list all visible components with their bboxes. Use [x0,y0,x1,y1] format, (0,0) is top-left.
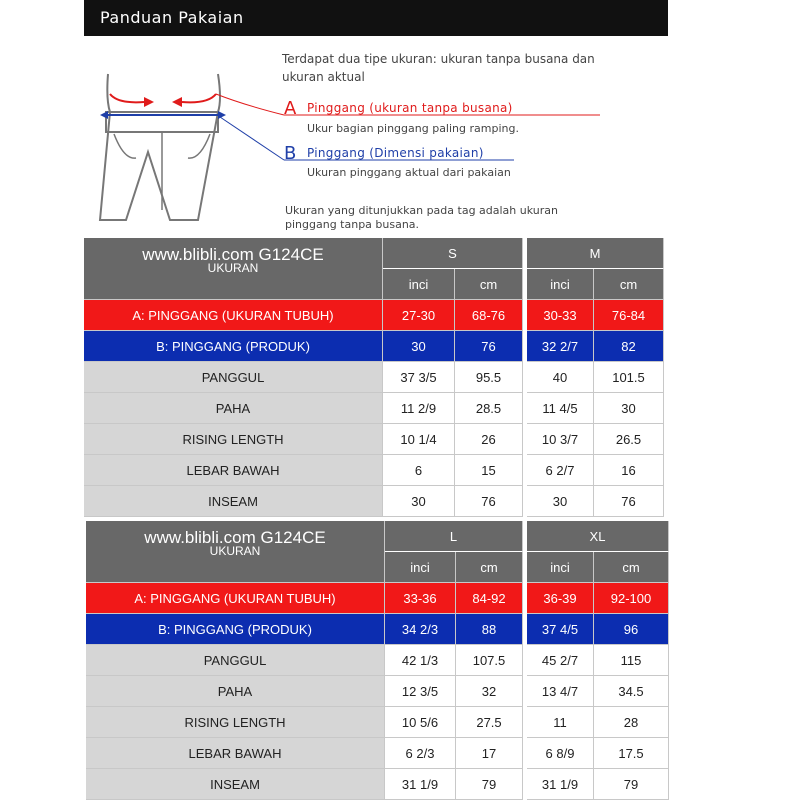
cell-value: 27.5 [456,707,523,738]
cell-value: 36-39 [527,583,594,614]
row-label: RISING LENGTH [86,707,385,738]
unit-header: inci [527,269,594,300]
unit-header: inci [527,552,594,583]
table-row [86,707,669,738]
table-corner-cell [86,521,385,583]
cell-value: 16 [594,455,664,486]
row-label: PANGGUL [86,645,385,676]
table-row [84,455,664,486]
cell-value: 34.5 [594,676,669,707]
guide-intro-text: Terdapat dua tipe ukuran: ukuran tanpa busana dan ukuran aktual [282,52,595,84]
row-label: INSEAM [84,486,383,517]
cell-value: 17 [456,738,523,769]
cell-value: 17.5 [594,738,669,769]
row-label: B: PINGGANG (PRODUK) [86,614,385,645]
cell-value: 82 [594,331,664,362]
cell-value: 10 5/6 [385,707,456,738]
cell-value: 6 2/7 [527,455,594,486]
row-label: PANGGUL [84,362,383,393]
cell-value: 68-76 [455,300,523,331]
unit-header: cm [594,552,669,583]
size-table-l-xl [86,521,669,800]
unit-header: cm [456,552,523,583]
cell-value: 92-100 [594,583,669,614]
label-a-title: Pinggang (ukuran tanpa busana) [307,101,513,115]
cell-value: 76 [455,486,523,517]
table-row [84,362,664,393]
cell-value: 76 [455,331,523,362]
cell-value: 33-36 [385,583,456,614]
cell-value: 10 3/7 [527,424,594,455]
cell-value: 76-84 [594,300,664,331]
cell-value: 32 [456,676,523,707]
cell-value: 30 [527,486,594,517]
cell-value: 28.5 [455,393,523,424]
cell-value: 13 4/7 [527,676,594,707]
header-bar [84,0,668,36]
row-label: PAHA [86,676,385,707]
row-label: LEBAR BAWAH [84,455,383,486]
cell-value: 30 [383,486,455,517]
table-row [86,645,669,676]
row-label: PAHA [84,393,383,424]
cell-value: 84-92 [456,583,523,614]
size-header-l: L [385,521,523,552]
table-corner-cell [84,238,383,300]
cell-value: 31 1/9 [385,769,456,800]
cell-value: 15 [455,455,523,486]
site-watermark: www.blibli.com G124CE [142,245,324,264]
page-title: Panduan Pakaian [100,8,244,27]
label-b-description: Ukuran pinggang aktual dari pakaian [307,166,511,179]
unit-header: cm [594,269,664,300]
table-row [84,424,664,455]
table-row [86,614,669,645]
cell-value: 40 [527,362,594,393]
label-b-title: Pinggang (Dimensi pakaian) [307,146,484,160]
table-row [86,676,669,707]
cell-value: 6 8/9 [527,738,594,769]
cell-value: 79 [594,769,669,800]
row-label: INSEAM [86,769,385,800]
row-label: A: PINGGANG (UKURAN TUBUH) [86,583,385,614]
row-label: B: PINGGANG (PRODUK) [84,331,383,362]
cell-value: 26.5 [594,424,664,455]
cell-value: 6 [383,455,455,486]
size-header-xl: XL [527,521,669,552]
corner-label: UKURAN [207,261,259,275]
cell-value: 6 2/3 [385,738,456,769]
row-label: A: PINGGANG (UKURAN TUBUH) [84,300,383,331]
table-row [86,769,669,800]
tag-note-text: Ukuran yang ditunjukkan pada tag adalah ukuran pinggang tanpa busana. [285,204,558,231]
cell-value: 30-33 [527,300,594,331]
cell-value: 11 4/5 [527,393,594,424]
cell-value: 34 2/3 [385,614,456,645]
site-watermark: www.blibli.com G124CE [144,528,326,547]
label-a-letter: A [284,98,297,119]
row-label: LEBAR BAWAH [86,738,385,769]
cell-value: 37 3/5 [383,362,455,393]
cell-value: 10 1/4 [383,424,455,455]
cell-value: 79 [456,769,523,800]
unit-header: cm [455,269,523,300]
cell-value: 30 [383,331,455,362]
cell-value: 95.5 [455,362,523,393]
cell-value: 12 3/5 [385,676,456,707]
cell-value: 76 [594,486,664,517]
cell-value: 30 [594,393,664,424]
unit-header: inci [383,269,455,300]
size-table-s-m [84,238,664,517]
table-row [84,393,664,424]
cell-value: 28 [594,707,669,738]
unit-header: inci [385,552,456,583]
cell-value: 115 [594,645,669,676]
cell-value: 42 1/3 [385,645,456,676]
cell-value: 96 [594,614,669,645]
row-label: RISING LENGTH [84,424,383,455]
table-row [86,583,669,614]
cell-value: 27-30 [383,300,455,331]
cell-value: 26 [455,424,523,455]
cell-value: 31 1/9 [527,769,594,800]
cell-value: 32 2/7 [527,331,594,362]
table-row [86,738,669,769]
cell-value: 107.5 [456,645,523,676]
label-a-description: Ukur bagian pinggang paling ramping. [307,122,519,135]
cell-value: 45 2/7 [527,645,594,676]
size-header-m: M [527,238,664,269]
size-header-s: S [383,238,523,269]
cell-value: 88 [456,614,523,645]
table-row [84,331,664,362]
table-row [84,300,664,331]
cell-value: 11 2/9 [383,393,455,424]
corner-label: UKURAN [209,544,261,558]
table-row [84,486,664,517]
cell-value: 101.5 [594,362,664,393]
label-b-letter: B [284,143,297,164]
cell-value: 11 [527,707,594,738]
cell-value: 37 4/5 [527,614,594,645]
